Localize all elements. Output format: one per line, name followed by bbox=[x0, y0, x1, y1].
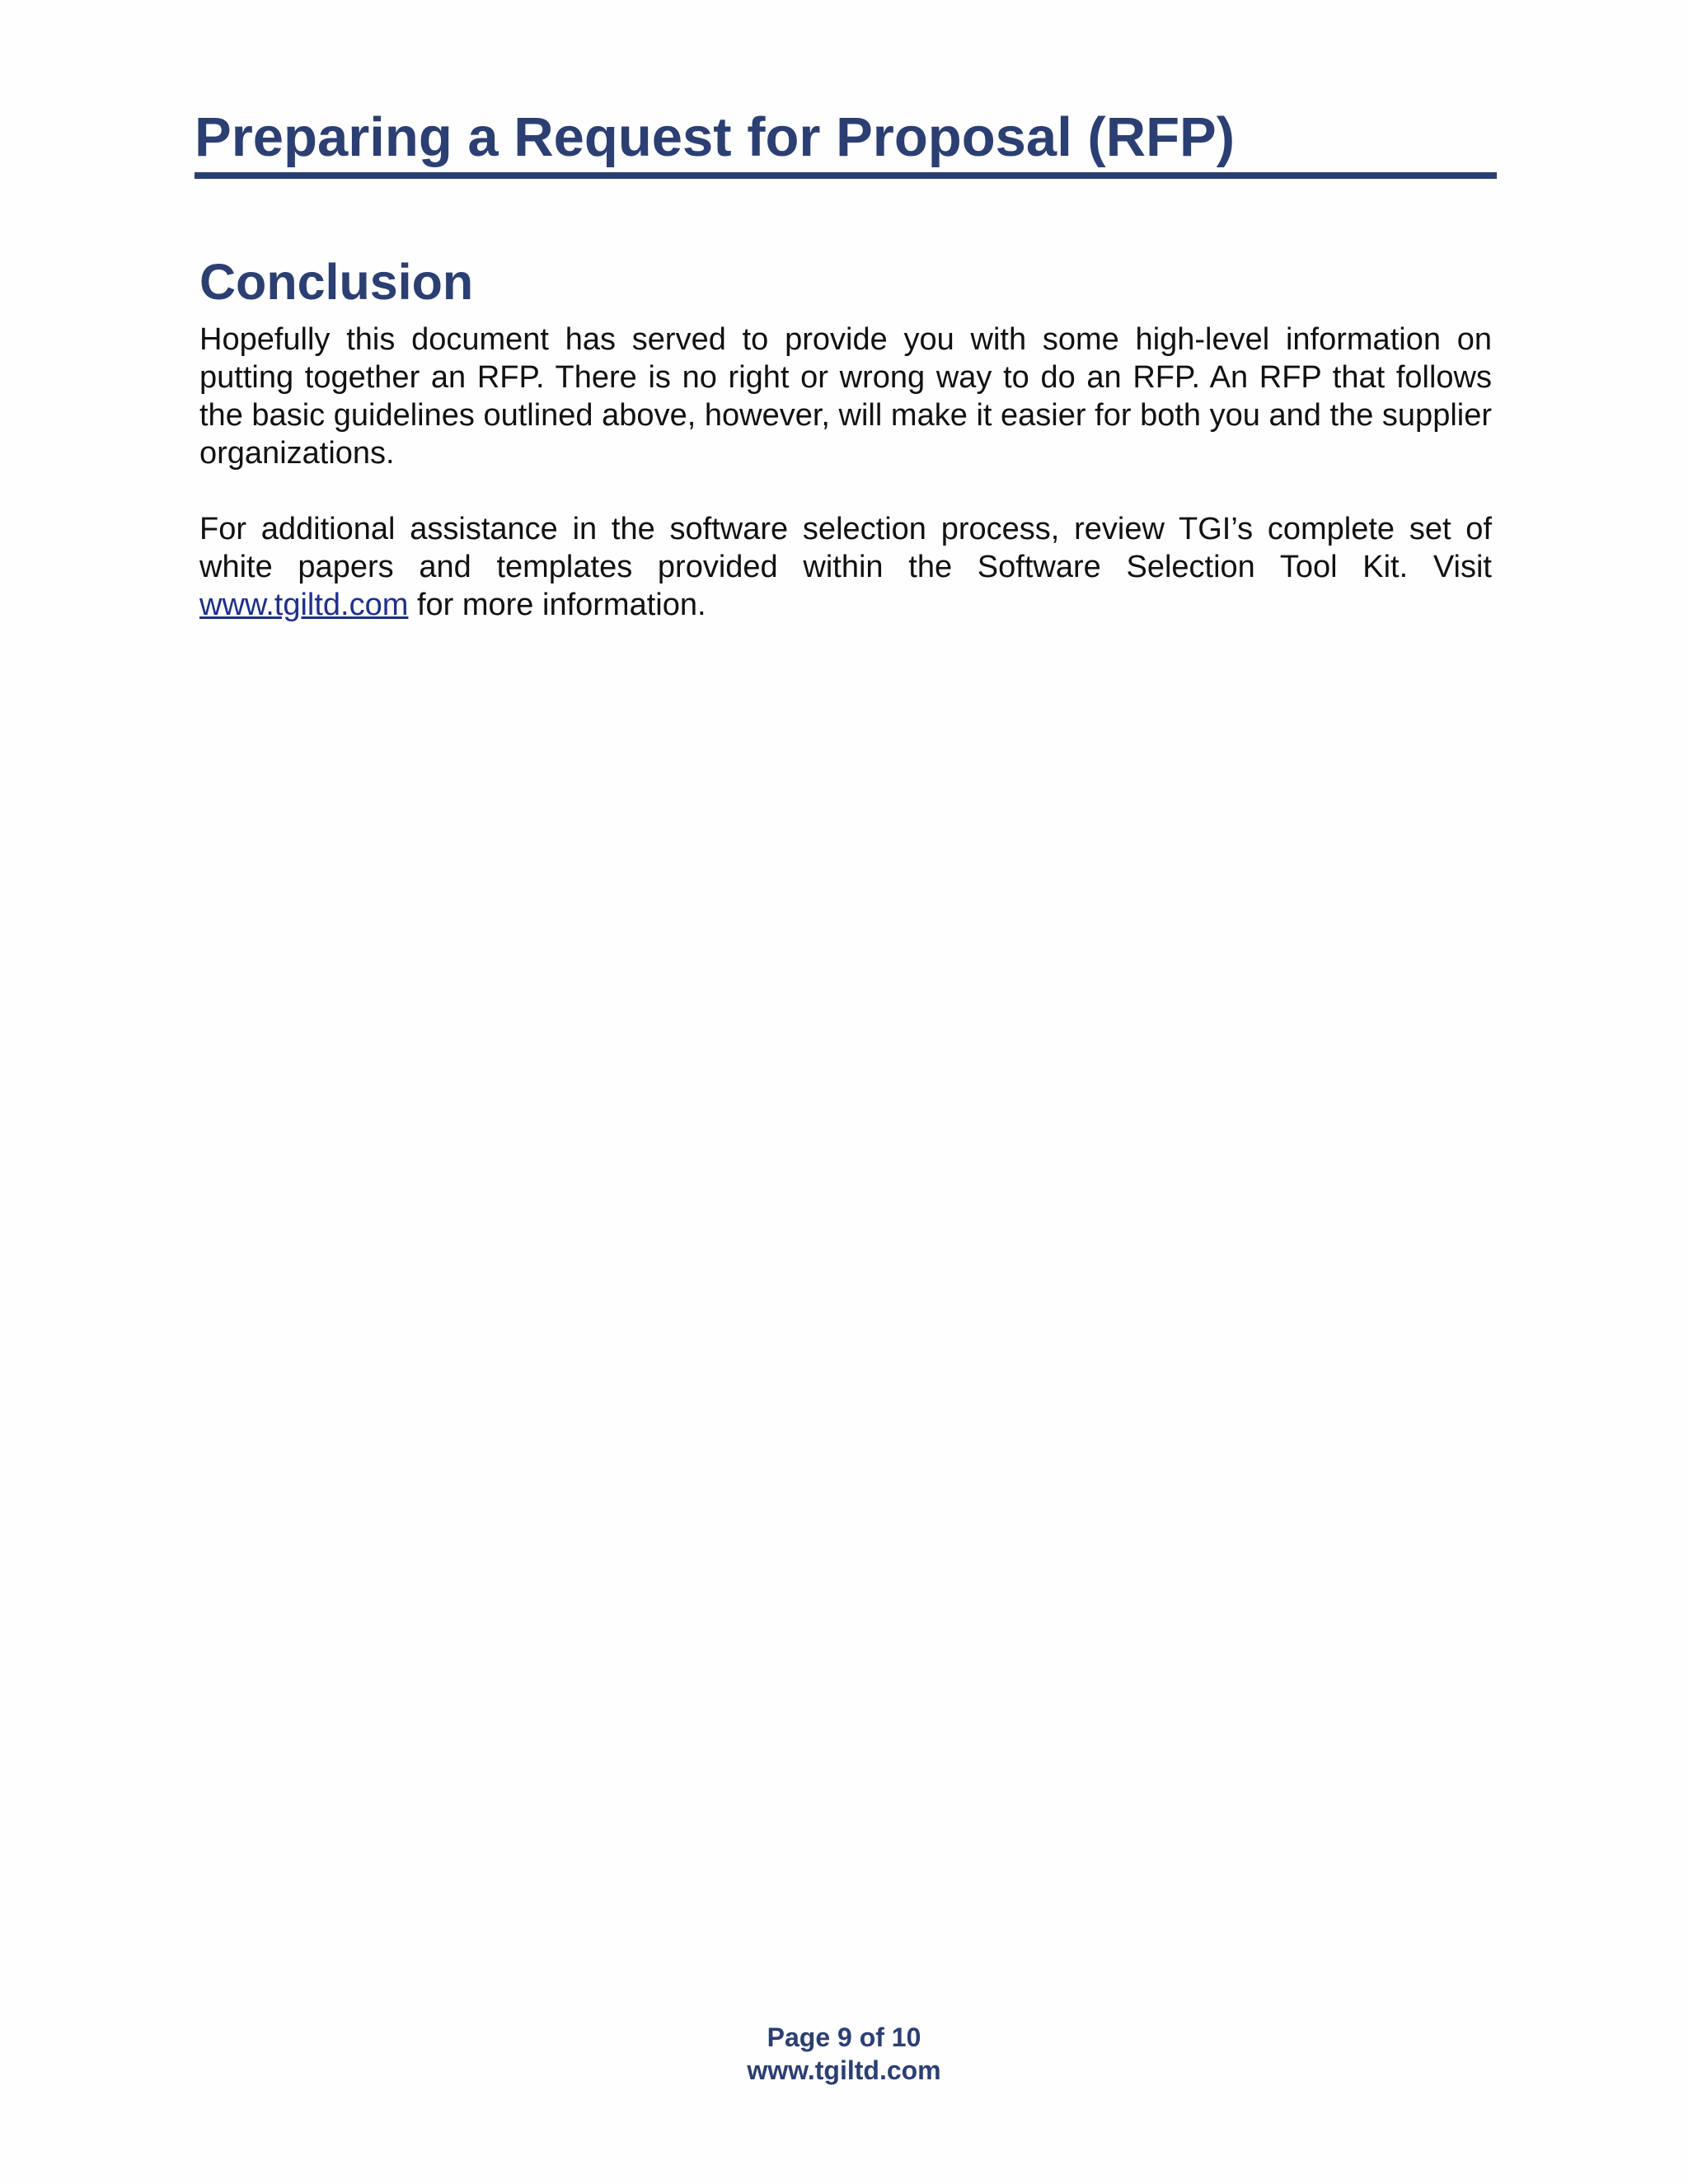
footer-website: www.tgiltd.com bbox=[747, 2055, 941, 2085]
paragraph-2-text: For additional assistance in the software selection process, review TGI’s complete set of white papers and templates provided within the Software Selection Tool Kit. Visit bbox=[199, 512, 1492, 585]
page-number: Page 9 of 10 bbox=[767, 2022, 921, 2052]
document-title: Preparing a Request for Proposal (RFP) bbox=[195, 106, 1236, 168]
section-heading: Conclusion bbox=[199, 254, 474, 310]
website-link[interactable]: www.tgiltd.com bbox=[199, 588, 409, 623]
page-header bbox=[195, 105, 1497, 179]
paragraph-2-tail: for more information. bbox=[408, 588, 706, 623]
page-footer bbox=[0, 2021, 1688, 2087]
conclusion-section bbox=[199, 252, 1492, 624]
header-divider bbox=[195, 172, 1497, 179]
conclusion-paragraph-1: Hopefully this document has served to provide you with some high-level information on putting together an RFP. There is no right or wrong way to do an RFP. An RFP that follows the basic guidelines outlined above, however, will make it easier for both you and the supplier organizations. bbox=[199, 322, 1492, 471]
conclusion-paragraph-2 bbox=[199, 510, 1492, 624]
